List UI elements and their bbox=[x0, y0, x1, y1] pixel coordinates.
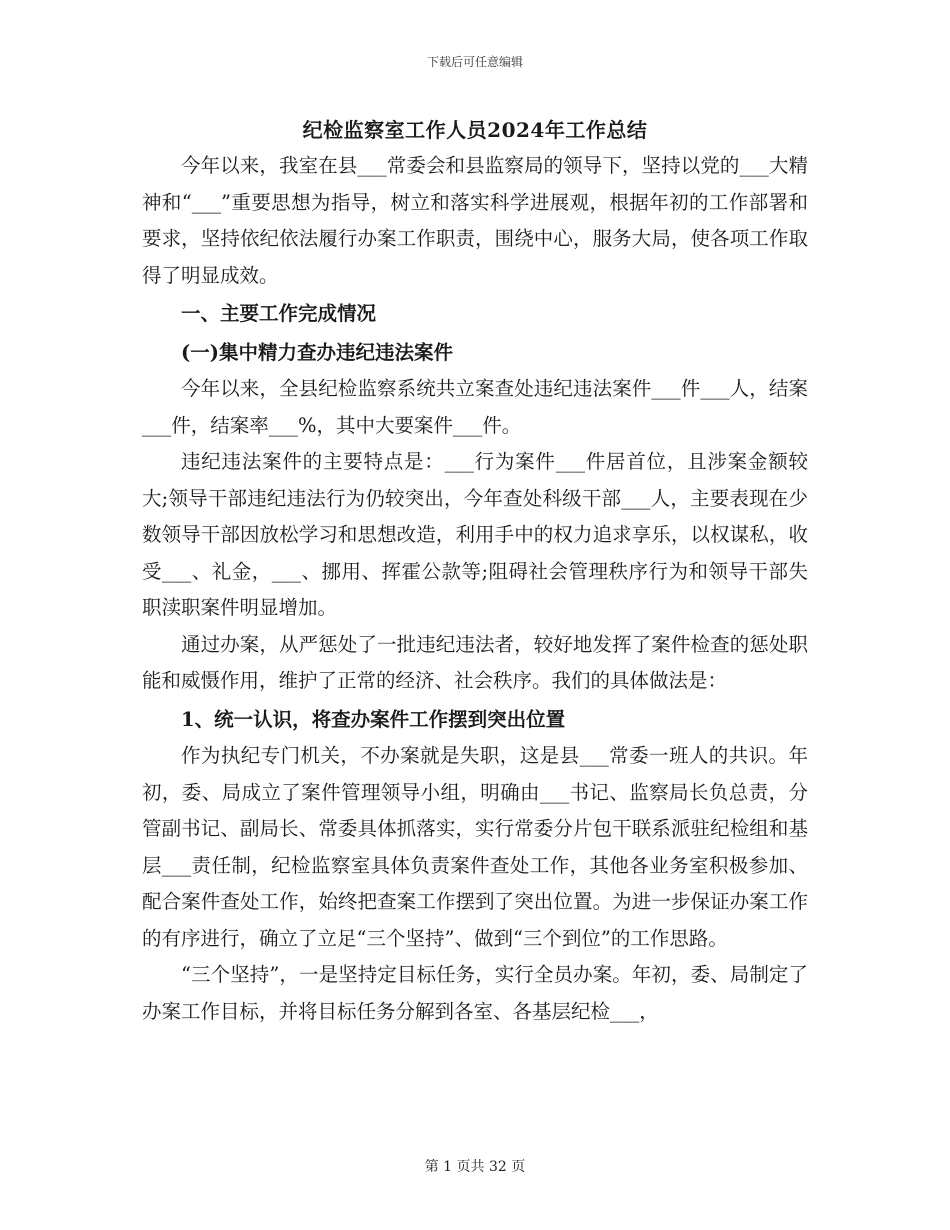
item-heading-unify-understanding: 1、统一认识，将查办案件工作摆到突出位置 bbox=[181, 707, 566, 731]
paragraph-three-insistences: “三个坚持”，一是坚持定目标任务，实行全员办案。年初，委、局制定了办案工作目标，并将目标任务分解到各室、各基层纪检___， bbox=[142, 963, 808, 1023]
section-heading-main-work: 一、主要工作完成情况 bbox=[181, 302, 377, 325]
page-footer-number: 第 1 页共 32 页 bbox=[424, 1159, 526, 1175]
paragraph-case-features: 违纪违法案件的主要特点是：___行为案件___件居首位，且涉案金额较大;领导干部违纪违法行为仍较突出，今年查处科级干部___人，主要表现在少数领导干部因放松学习和思想改造，利用手中的权力追求享乐，以权谋私，收受___、礼金，___、挪用、挥霍公款等;阻碍社会管理秩序行为和领导干部失职渎职案件明显增加。 bbox=[142, 450, 808, 619]
document-body bbox=[142, 148, 808, 1030]
page-header-note: 下载后可任意编辑 bbox=[426, 55, 523, 69]
paragraph-case-effect: 通过办案，从严惩处了一批违纪违法者，较好地发挥了案件检查的惩处职能和威慑作用，维护了正常的经济、社会秩序。我们的具体做法是： bbox=[142, 632, 808, 692]
paragraph-case-statistics: 今年以来，全县纪检监察系统共立案查处违纪违法案件___件___人，结案___件，结案率___%，其中大要案件___件。 bbox=[142, 377, 808, 437]
document-title: 纪检监察室工作人员2024年工作总结 bbox=[302, 118, 648, 142]
paragraph-organization: 作为执纪专门机关，不办案就是失职，这是县___常委一班人的共识。年初，委、局成立了案件管理领导小组，明确由___书记、监察局长负总责，分管副书记、副局长、常委具体抓落实，实行常委分片包干联系派驻纪检组和基层___责任制，纪检监察室具体负责案件查处工作，其他各业务室积极参加、配合案件查处工作，始终把查案工作摆到了突出位置。为进一步保证办案工作的有序进行，确立了立足“三个坚持”、做到“三个到位”的工作思路。 bbox=[142, 744, 808, 950]
subsection-heading-case-handling: (一)集中精力查办违纪违法案件 bbox=[181, 340, 453, 364]
paragraph-intro: 今年以来，我室在县___常委会和县监察局的领导下，坚持以党的___大精神和“___”重要思想为指导，树立和落实科学进展观，根据年初的工作部署和要求，坚持依纪依法履行办案工作职责，围绕中心，服务大局，使各项工作取得了明显成效。 bbox=[142, 154, 808, 287]
